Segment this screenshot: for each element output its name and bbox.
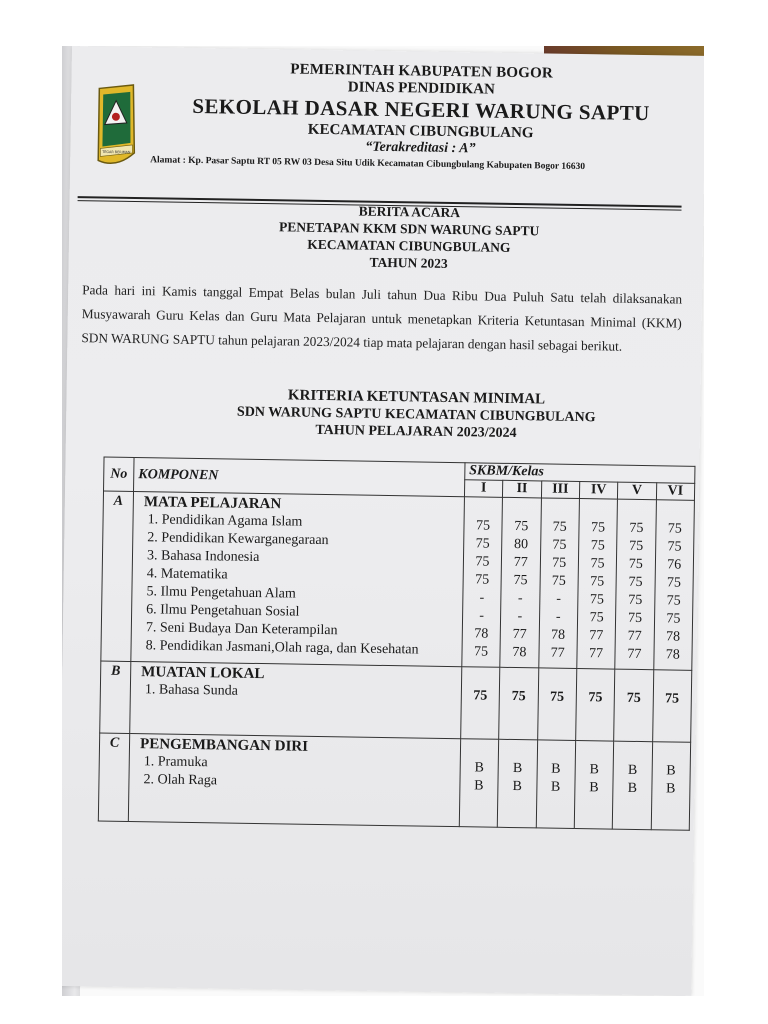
score-cell: 78 bbox=[665, 629, 681, 645]
subject-label: 8. Pendidikan Jasmani,Olah raga, dan Kesehatan bbox=[145, 638, 419, 658]
score-cell: 75 bbox=[628, 556, 643, 573]
class-scores bbox=[500, 497, 541, 668]
score-cell: - bbox=[479, 590, 485, 606]
score-cell: - bbox=[555, 609, 561, 625]
header-no: No bbox=[104, 457, 135, 491]
kkm-school: SDN WARUNG SAPTU KECAMATAN CIBUNGBULANG bbox=[236, 404, 596, 426]
section-components bbox=[130, 662, 462, 739]
subject-label: 2. Pendidikan Kewarganegaraan bbox=[147, 530, 329, 549]
class-scores bbox=[538, 498, 579, 669]
class-scores bbox=[536, 740, 576, 829]
document-page bbox=[62, 46, 704, 996]
letterhead bbox=[150, 59, 692, 173]
section-row bbox=[101, 491, 695, 670]
score-cell: 75 bbox=[473, 644, 489, 660]
berita-acara-district: KECAMATAN CIBUNGBULANG bbox=[307, 236, 511, 255]
score-cell: B bbox=[589, 780, 599, 796]
score-cell: 75 bbox=[628, 592, 643, 609]
section-components bbox=[128, 733, 460, 826]
score-cell: 75 bbox=[511, 688, 526, 705]
header-class: I bbox=[464, 480, 503, 498]
subject-label: 1. Pramuka bbox=[143, 754, 208, 771]
score-cell: B bbox=[474, 760, 484, 776]
subject-label: 1. Pendidikan Agama Islam bbox=[147, 512, 303, 530]
header-skbm-kelas: SKBM/Kelas bbox=[465, 463, 695, 484]
score-cell: 75 bbox=[552, 537, 567, 553]
section-code: B bbox=[100, 661, 131, 733]
letterhead-school-name: SEKOLAH DASAR NEGERI WARUNG SAPTU bbox=[192, 93, 650, 126]
score-cell: 77 bbox=[588, 646, 604, 662]
score-cell: B bbox=[589, 762, 600, 778]
header-class: V bbox=[618, 482, 657, 500]
subject-label: 3. Bahasa Indonesia bbox=[146, 548, 260, 566]
score-cell: 78 bbox=[550, 627, 566, 643]
score-cell: 77 bbox=[627, 628, 642, 645]
score-cell: B bbox=[665, 781, 676, 797]
subject-label: 4. Matematika bbox=[146, 566, 228, 583]
score-cell: 77 bbox=[589, 628, 604, 644]
score-cell: 75 bbox=[627, 610, 643, 627]
class-scores bbox=[460, 667, 499, 740]
class-scores bbox=[614, 669, 653, 742]
score-cell: 80 bbox=[513, 537, 529, 553]
score-cell: B bbox=[474, 778, 484, 794]
score-cell: 78 bbox=[512, 644, 527, 661]
subject-label: 7. Seni Budaya Dan Keterampilan bbox=[145, 620, 338, 639]
letterhead-district: KECAMATAN CIBUNGBULANG bbox=[307, 121, 534, 142]
header-class: IV bbox=[579, 482, 618, 500]
section-components bbox=[131, 492, 464, 667]
document-photo bbox=[62, 46, 704, 996]
section-row bbox=[98, 733, 690, 830]
regency-logo bbox=[92, 82, 139, 171]
score-cell: 75 bbox=[667, 521, 682, 537]
score-cell: 77 bbox=[550, 645, 565, 661]
header-class: II bbox=[503, 480, 542, 498]
score-cell: 75 bbox=[590, 520, 606, 536]
class-scores bbox=[577, 499, 618, 670]
subject-label: 6. Ilmu Pengetahuan Sosial bbox=[146, 602, 300, 620]
subject-label: 5. Ilmu Pengetahuan Alam bbox=[146, 584, 296, 602]
kkm-title: KRITERIA KETUNTASAN MINIMAL bbox=[287, 387, 546, 408]
class-scores bbox=[651, 742, 691, 831]
section-row bbox=[100, 661, 692, 742]
score-cell: 75 bbox=[666, 593, 681, 609]
header-class: III bbox=[541, 481, 580, 499]
class-scores bbox=[574, 740, 614, 829]
score-cell: B bbox=[512, 779, 523, 795]
section-code: A bbox=[101, 491, 134, 661]
kkm-table bbox=[98, 457, 696, 831]
section-code: C bbox=[98, 733, 129, 821]
score-cell: - bbox=[479, 608, 485, 624]
berita-acara-year: TAHUN 2023 bbox=[369, 254, 448, 271]
subject-label: 2. Olah Raga bbox=[143, 772, 218, 789]
opening-paragraph: Pada hari ini Kamis tanggal Empat Belas bulan Juli tahun Dua Ribu Dua Puluh Satu telah dilaksanakan Musyawarah Guru Kelas dan Guru Mata Pelajaran untuk menetapkan Kriteria Ketuntasan Minimal (KKM) SDN WARUNG SAPTU tahun pelajaran 2023/2024 tiap mata pelajaran dengan hasil sebagai berikut. bbox=[81, 282, 683, 354]
score-cell: 75 bbox=[666, 611, 681, 627]
score-cell: 75 bbox=[628, 574, 643, 591]
class-scores bbox=[462, 497, 503, 668]
score-cell: 75 bbox=[475, 572, 490, 588]
score-cell: 75 bbox=[589, 592, 605, 608]
kkm-year: TAHUN PELAJARAN 2023/2024 bbox=[315, 422, 517, 442]
score-cell: 77 bbox=[513, 555, 528, 571]
berita-acara-subtitle: PENETAPAN KKM SDN WARUNG SAPTU bbox=[278, 219, 540, 239]
score-cell: - bbox=[517, 609, 523, 625]
score-cell: 78 bbox=[665, 647, 680, 663]
score-cell: 75 bbox=[629, 538, 644, 555]
berita-acara-heading bbox=[139, 199, 680, 275]
score-cell: 75 bbox=[473, 688, 488, 704]
score-cell: 75 bbox=[549, 689, 565, 705]
score-cell: 75 bbox=[590, 538, 605, 554]
section-title: MATA PELAJARAN bbox=[143, 494, 282, 513]
score-cell: B bbox=[550, 779, 561, 795]
header-komponen: KOMPONEN bbox=[134, 458, 465, 497]
score-cell: 75 bbox=[629, 520, 644, 537]
score-cell: 75 bbox=[514, 519, 529, 535]
section-title: PENGEMBANGAN DIRI bbox=[139, 736, 309, 755]
berita-acara-title: BERITA ACARA bbox=[358, 203, 461, 221]
score-cell: 75 bbox=[513, 573, 528, 589]
score-cell: B bbox=[551, 761, 561, 777]
score-cell: B bbox=[627, 780, 638, 796]
section-title: MUATAN LOKAL bbox=[141, 664, 265, 683]
class-scores bbox=[653, 500, 694, 671]
score-cell: 75 bbox=[551, 573, 566, 589]
class-scores bbox=[576, 669, 615, 742]
score-cell: 75 bbox=[664, 691, 680, 707]
class-scores bbox=[537, 668, 576, 741]
letterhead-accreditation: “Terakreditasi : A” bbox=[365, 139, 476, 157]
class-scores bbox=[652, 670, 692, 743]
class-scores bbox=[613, 741, 653, 830]
kkm-heading bbox=[136, 385, 697, 445]
score-cell: 75 bbox=[666, 575, 682, 591]
class-scores bbox=[615, 499, 656, 670]
logo-motto: TEGAR BERIMAN bbox=[102, 149, 131, 155]
letterhead-government: PEMERINTAH KABUPATEN BOGOR bbox=[290, 61, 554, 82]
score-cell: 77 bbox=[512, 626, 527, 643]
score-cell: B bbox=[627, 762, 638, 778]
score-cell: 75 bbox=[588, 690, 603, 706]
score-cell: 75 bbox=[475, 518, 491, 534]
score-cell: 75 bbox=[552, 555, 567, 571]
score-cell: 75 bbox=[626, 690, 641, 707]
score-cell: B bbox=[512, 761, 523, 777]
subject-label: 1. Bahasa Sunda bbox=[144, 682, 239, 699]
score-cell: 75 bbox=[552, 519, 567, 535]
header-class: VI bbox=[656, 483, 695, 501]
letterhead-address: Alamat : Kp. Pasar Saptu RT 05 RW 03 Desa Situ Udik Kecamatan Cibungbulang Kabupaten Bogor 16630 bbox=[150, 155, 586, 173]
score-cell: 75 bbox=[589, 610, 604, 626]
score-cell: 75 bbox=[475, 536, 490, 552]
score-cell: 78 bbox=[474, 626, 489, 642]
score-cell: B bbox=[666, 763, 676, 779]
score-cell: 76 bbox=[667, 557, 682, 573]
score-cell: 75 bbox=[590, 574, 605, 590]
class-scores bbox=[499, 667, 538, 740]
score-cell: 75 bbox=[590, 556, 605, 572]
score-cell: 75 bbox=[667, 539, 682, 555]
score-cell: - bbox=[517, 591, 523, 607]
score-cell: - bbox=[556, 591, 562, 607]
score-cell: 75 bbox=[475, 554, 490, 570]
score-cell: 77 bbox=[627, 646, 642, 663]
class-scores bbox=[459, 739, 499, 828]
class-scores bbox=[497, 739, 537, 828]
letterhead-department: DINAS PENDIDIKAN bbox=[347, 79, 496, 98]
